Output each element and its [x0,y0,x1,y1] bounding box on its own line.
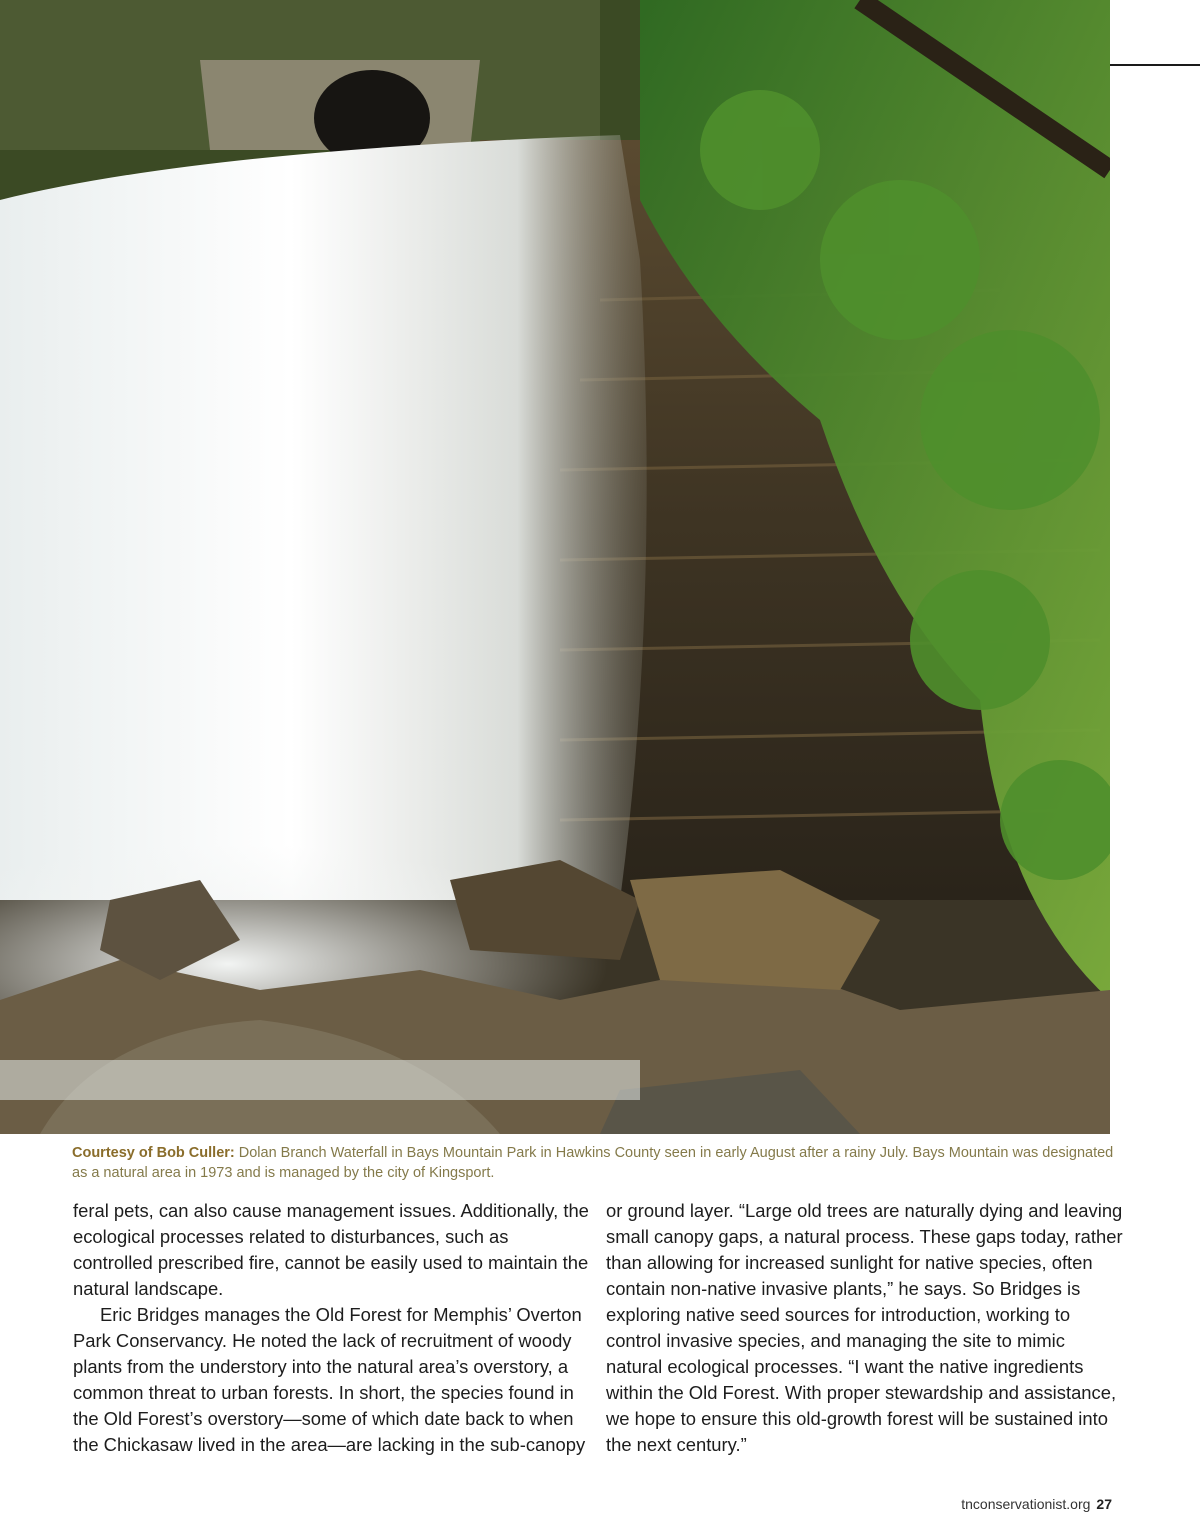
body-column-right [606,1198,1126,1458]
page-number: 27 [1096,1496,1112,1512]
footer-site-link[interactable]: tnconservationist.org [961,1496,1091,1512]
body-paragraph: or ground layer. “Large old trees are naturally dying and leaving small canopy gaps, a natural process. These gaps today, rather than allowing for increased sunlight for native species, often contain non-native invasive plants,” he says. So Bridges is exploring native seed sources for introduction, working to control invasive species, and managing the site to mimic natural ecological processes. “I want the native ingredients within the Old Forest. With proper stewardship and assistance, we hope to ensure this old-growth forest will be sustained into the next century.” [606,1200,1123,1455]
page-footer [961,1496,1112,1512]
photo-caption [72,1143,1122,1183]
caption-text: Dolan Branch Waterfall in Bays Mountain Park in Hawkins County seen in early August after a rainy July. Bays Mountain was designated as a natural area in 1973 and is managed by the city of Kingsport. [72,1145,1114,1181]
body-column-left [73,1198,593,1458]
body-paragraph: feral pets, can also cause management issues. Additionally, the ecological processes related to disturbances, such as controlled prescribed fire, cannot be easily used to maintain the natural landscape. [73,1200,589,1299]
header-rule [1110,64,1200,66]
caption-credit: Courtesy of Bob Culler: [72,1145,235,1161]
body-paragraph: Eric Bridges manages the Old Forest for Memphis’ Overton Park Conservancy. He noted the lack of recruitment of woody plants from the understory into the natural area’s overstory, a common threat to urban forests. In short, the species found in the Old Forest’s overstory—some of which date back to when the Chickasaw lived in the area—are lacking in the sub-canopy [73,1304,586,1455]
